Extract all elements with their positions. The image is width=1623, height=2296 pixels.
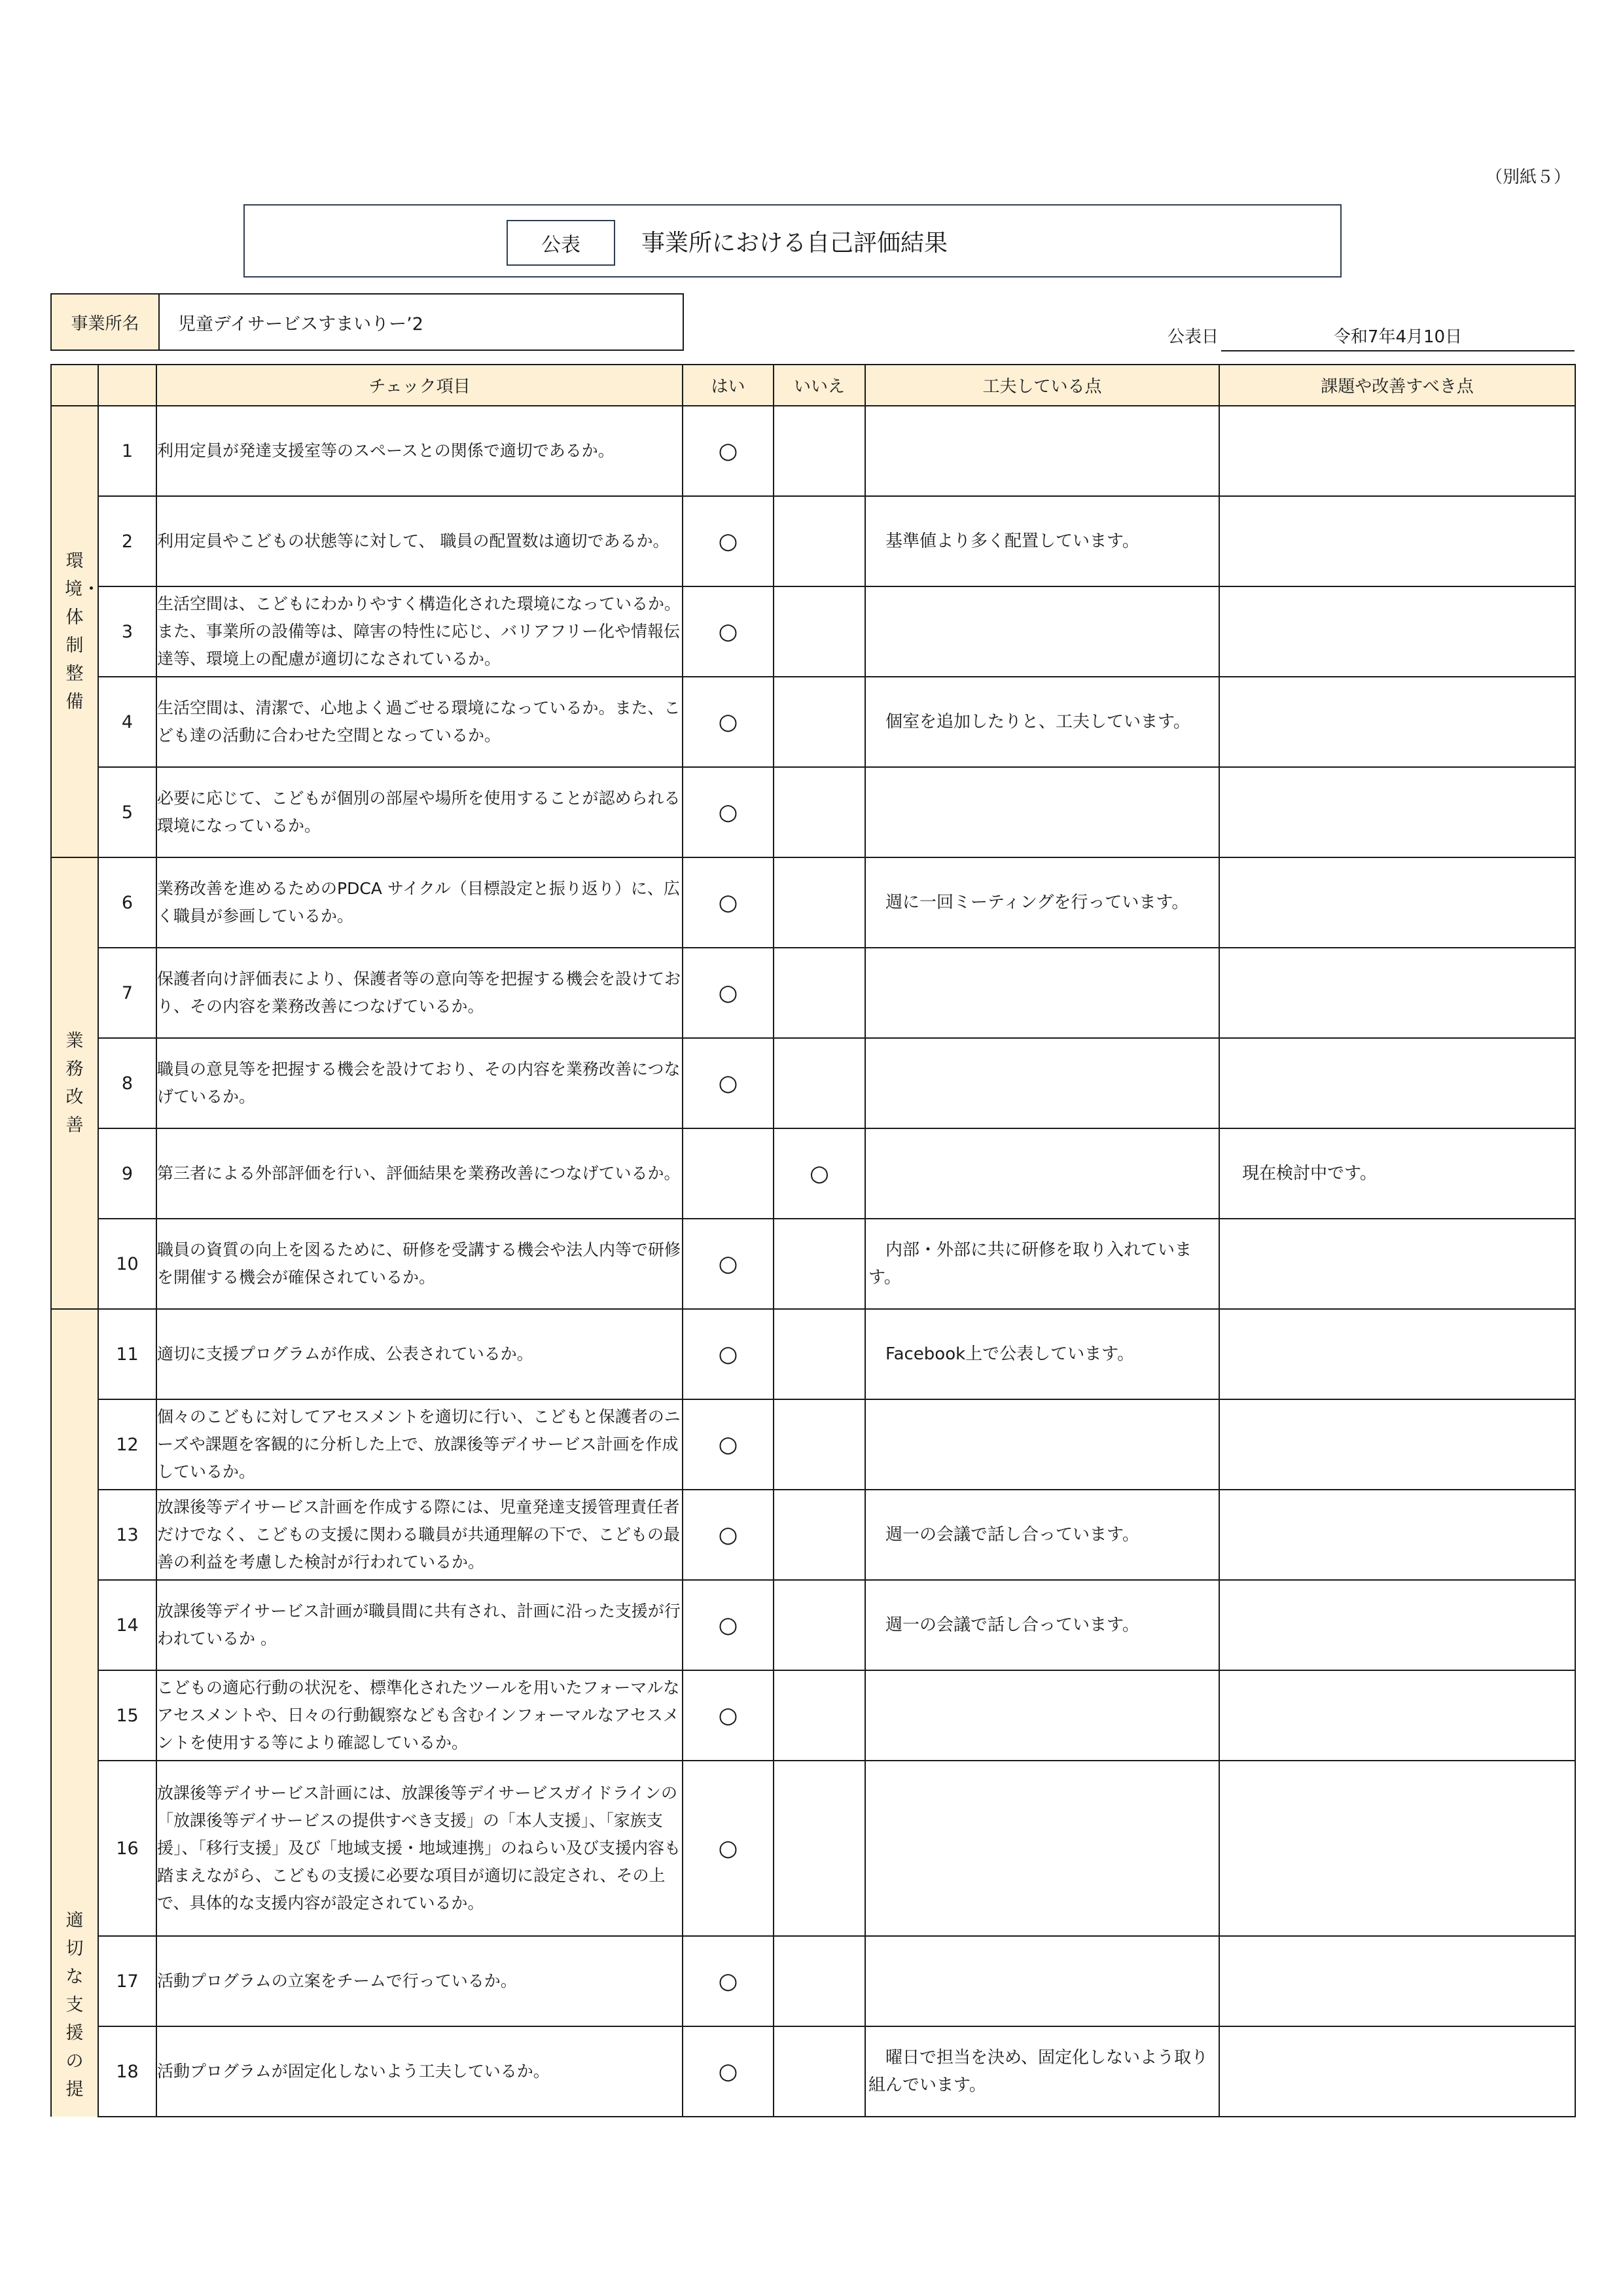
header-number — [98, 365, 156, 406]
row-number: 5 — [98, 767, 156, 857]
yes-mark: ○ — [683, 1670, 774, 1761]
table-row — [51, 1309, 1575, 1399]
efforts-cell: 個室を追加したりと、工夫しています。 — [865, 677, 1219, 767]
row-number: 11 — [98, 1309, 156, 1399]
yes-mark: ○ — [683, 406, 774, 496]
efforts-cell — [865, 1399, 1219, 1490]
table-row — [51, 586, 1575, 677]
efforts-cell — [865, 767, 1219, 857]
issues-cell — [1219, 948, 1575, 1038]
efforts-cell — [865, 1038, 1219, 1128]
issues-cell — [1219, 857, 1575, 948]
table-row — [51, 1670, 1575, 1761]
publication-badge: 公表 — [507, 220, 615, 266]
check-item-text: 職員の資質の向上を図るために、研修を受講する機会や法人内等で研修を開催する機会が確保されているか。 — [156, 1219, 683, 1309]
publication-date-underline — [1221, 350, 1575, 351]
efforts-cell — [865, 1128, 1219, 1219]
efforts-cell: 内部・外部に共に研修を取り入れています。 — [865, 1219, 1219, 1309]
yes-mark: ○ — [683, 1936, 774, 2026]
issues-cell — [1219, 767, 1575, 857]
table-row — [51, 1761, 1575, 1936]
issues-cell — [1219, 1670, 1575, 1761]
yes-mark: ○ — [683, 1399, 774, 1490]
no-mark — [774, 1038, 865, 1128]
check-item-text: 保護者向け評価表により、保護者等の意向等を把握する機会を設けており、その内容を業務改善につなげているか。 — [156, 948, 683, 1038]
check-item-text: 個々のこどもに対してアセスメントを適切に行い、こどもと保護者のニーズや課題を客観的に分析した上で、放課後等デイサービス計画を作成しているか。 — [156, 1399, 683, 1490]
table-row — [51, 1490, 1575, 1580]
row-number: 1 — [98, 406, 156, 496]
row-number: 18 — [98, 2026, 156, 2117]
row-number: 12 — [98, 1399, 156, 1490]
issues-cell — [1219, 496, 1575, 586]
check-item-text: 生活空間は、清潔で、心地よく過ごせる環境になっているか。また、こども達の活動に合わせた空間となっているか。 — [156, 677, 683, 767]
table-row — [51, 857, 1575, 948]
no-mark — [774, 1219, 865, 1309]
category-operations-improvement: 業務改善 — [51, 857, 98, 1309]
yes-mark: ○ — [683, 496, 774, 586]
office-name-value: 児童デイサービスすまいりー’2 — [178, 314, 423, 334]
table-row — [51, 1936, 1575, 2026]
no-mark — [774, 1761, 865, 1936]
efforts-cell — [865, 1670, 1219, 1761]
category-environment: 環境・体制整備 — [51, 406, 98, 857]
check-item-text: 生活空間は、こどもにわかりやすく構造化された環境になっているか。また、事業所の設備等は、障害の特性に応じ、バリアフリー化や情報伝達等、環境上の配慮が適切になされているか。 — [156, 586, 683, 677]
publication-date-value: 令和7年4月10日 — [1333, 327, 1463, 347]
row-number: 2 — [98, 496, 156, 586]
yes-mark: ○ — [683, 948, 774, 1038]
header-check-item: チェック項目 — [156, 365, 683, 406]
issues-cell — [1219, 586, 1575, 677]
no-mark — [774, 857, 865, 948]
efforts-cell: 基準値より多く配置しています。 — [865, 496, 1219, 586]
header-efforts: 工夫している点 — [865, 365, 1219, 406]
check-item-text: 放課後等デイサービス計画を作成する際には、児童発達支援管理責任者だけでなく、こどもの支援に関わる職員が共通理解の下で、こどもの最善の利益を考慮した検討が行われているか。 — [156, 1490, 683, 1580]
yes-mark: ○ — [683, 1219, 774, 1309]
table-row — [51, 1038, 1575, 1128]
page-title: 事業所における自己評価結果 — [641, 229, 948, 257]
check-item-text: 業務改善を進めるためのPDCA サイクル（目標設定と振り返り）に、広く職員が参画しているか。 — [156, 857, 683, 948]
check-item-text: 放課後等デイサービス計画が職員間に共有され、計画に沿った支援が行われているか 。 — [156, 1580, 683, 1670]
yes-mark: ○ — [683, 1038, 774, 1128]
table-row — [51, 406, 1575, 496]
check-item-text: 適切に支援プログラムが作成、公表されているか。 — [156, 1309, 683, 1399]
table-row — [51, 2026, 1575, 2117]
header-yes: はい — [683, 365, 774, 406]
efforts-cell: 週に一回ミーティングを行っています。 — [865, 857, 1219, 948]
table-row — [51, 677, 1575, 767]
no-mark — [774, 1399, 865, 1490]
row-number: 13 — [98, 1490, 156, 1580]
no-mark — [774, 677, 865, 767]
office-name-label: 事業所名 — [52, 295, 160, 350]
issues-cell: 現在検討中です。 — [1219, 1128, 1575, 1219]
header-issues: 課題や改善すべき点 — [1219, 365, 1575, 406]
table-row — [51, 767, 1575, 857]
header-category — [51, 365, 98, 406]
table-row — [51, 496, 1575, 586]
yes-mark: ○ — [683, 1490, 774, 1580]
no-mark: ○ — [774, 1128, 865, 1219]
check-item-text: 職員の意見等を把握する機会を設けており、その内容を業務改善につなげているか。 — [156, 1038, 683, 1128]
issues-cell — [1219, 1399, 1575, 1490]
efforts-cell — [865, 406, 1219, 496]
row-number: 17 — [98, 1936, 156, 2026]
row-number: 14 — [98, 1580, 156, 1670]
efforts-cell — [865, 1761, 1219, 1936]
issues-cell — [1219, 1761, 1575, 1936]
efforts-cell: 曜日で担当を決め、固定化しないよう取り組んでいます。 — [865, 2026, 1219, 2117]
yes-mark — [683, 1128, 774, 1219]
row-number: 10 — [98, 1219, 156, 1309]
check-item-text: 必要に応じて、こどもが個別の部屋や場所を使用することが認められる環境になっているか。 — [156, 767, 683, 857]
table-row — [51, 1399, 1575, 1490]
issues-cell — [1219, 1219, 1575, 1309]
efforts-cell — [865, 1936, 1219, 2026]
check-item-text: 第三者による外部評価を行い、評価結果を業務改善につなげているか。 — [156, 1128, 683, 1219]
yes-mark: ○ — [683, 2026, 774, 2117]
check-item-text: 活動プログラムの立案をチームで行っているか。 — [156, 1936, 683, 2026]
yes-mark: ○ — [683, 1761, 774, 1936]
yes-mark: ○ — [683, 1580, 774, 1670]
yes-mark: ○ — [683, 857, 774, 948]
attachment-label: （別紙５） — [1486, 168, 1571, 187]
issues-cell — [1219, 1936, 1575, 2026]
no-mark — [774, 1670, 865, 1761]
issues-cell — [1219, 1038, 1575, 1128]
publication-date-label: 公表日 — [1168, 327, 1219, 347]
efforts-cell: Facebook上で公表しています。 — [865, 1309, 1219, 1399]
issues-cell — [1219, 406, 1575, 496]
header-no: いいえ — [774, 365, 865, 406]
no-mark — [774, 1936, 865, 2026]
row-number: 15 — [98, 1670, 156, 1761]
no-mark — [774, 496, 865, 586]
row-number: 7 — [98, 948, 156, 1038]
issues-cell — [1219, 1580, 1575, 1670]
check-item-text: こどもの適応行動の状況を、標準化されたツールを用いたフォーマルなアセスメントや、日々の行動観察なども含むインフォーマルなアセスメントを使用する等により確認しているか。 — [156, 1670, 683, 1761]
issues-cell — [1219, 1490, 1575, 1580]
no-mark — [774, 406, 865, 496]
check-item-text: 利用定員やこどもの状態等に対して、 職員の配置数は適切であるか。 — [156, 496, 683, 586]
efforts-cell — [865, 948, 1219, 1038]
row-number: 3 — [98, 586, 156, 677]
yes-mark: ○ — [683, 677, 774, 767]
issues-cell — [1219, 1309, 1575, 1399]
table-row — [51, 948, 1575, 1038]
row-number: 8 — [98, 1038, 156, 1128]
efforts-cell — [865, 586, 1219, 677]
row-number: 6 — [98, 857, 156, 948]
table-row — [51, 1580, 1575, 1670]
table-row — [51, 1128, 1575, 1219]
no-mark — [774, 1309, 865, 1399]
check-item-text: 活動プログラムが固定化しないよう工夫しているか。 — [156, 2026, 683, 2117]
check-item-text: 放課後等デイサービス計画には、放課後等デイサービスガイドラインの「放課後等デイサービスの提供すべき支援」の「本人支援」、「家族支援」、「移行支援」及び「地域支援・地域連携」のねらい及び支援内容も踏まえながら、こどもの支援に必要な項目が適切に設定され、その上で、具体的な支援内容が設定されているか。 — [156, 1761, 683, 1936]
no-mark — [774, 948, 865, 1038]
efforts-cell: 週一の会議で話し合っています。 — [865, 1580, 1219, 1670]
table-header-row — [51, 365, 1575, 406]
no-mark — [774, 2026, 865, 2117]
issues-cell — [1219, 677, 1575, 767]
office-info-box — [50, 293, 684, 351]
self-evaluation-table — [50, 364, 1576, 2117]
title-box — [243, 204, 1342, 278]
yes-mark: ○ — [683, 1309, 774, 1399]
no-mark — [774, 767, 865, 857]
row-number: 16 — [98, 1761, 156, 1936]
efforts-cell: 週一の会議で話し合っています。 — [865, 1490, 1219, 1580]
issues-cell — [1219, 2026, 1575, 2117]
table-row — [51, 1219, 1575, 1309]
no-mark — [774, 1490, 865, 1580]
row-number: 9 — [98, 1128, 156, 1219]
no-mark — [774, 1580, 865, 1670]
yes-mark: ○ — [683, 586, 774, 677]
category-appropriate-support: 適切な支援の提 — [51, 1309, 98, 2117]
yes-mark: ○ — [683, 767, 774, 857]
no-mark — [774, 586, 865, 677]
row-number: 4 — [98, 677, 156, 767]
check-item-text: 利用定員が発達支援室等のスペースとの関係で適切であるか。 — [156, 406, 683, 496]
